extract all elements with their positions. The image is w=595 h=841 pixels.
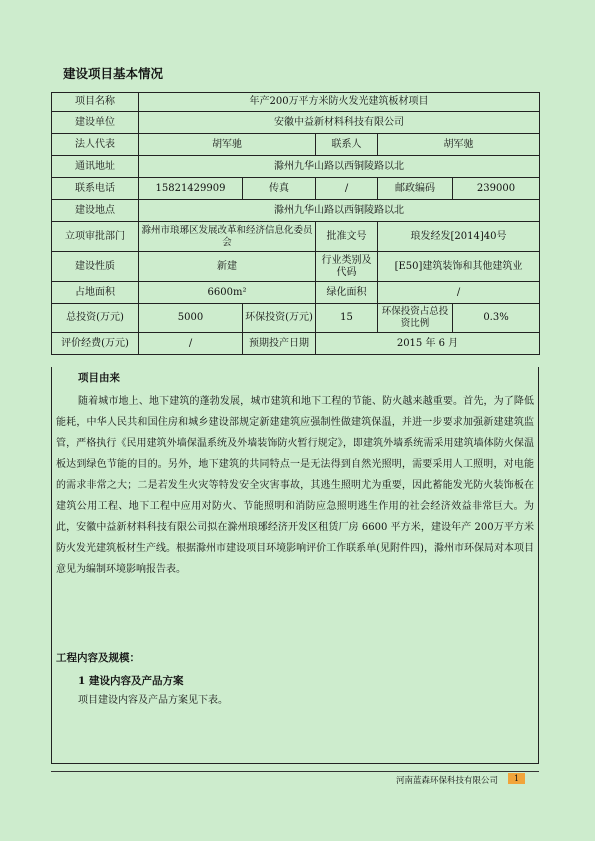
origin-paragraph: 随着城市地上、地下建筑的蓬勃发展，城市建筑和地下工程的节能、防火越来越重要。首先，为了降低能耗，中华人民共和国住房和城乡建设部规定新建建筑应强制性做建筑保温，并进一步要求加强新建建筑监管，严格执行《民用建筑外墙保温系统及外墙装饰防火暂行规定》，即建筑外墙系统需采用建筑墙体防火保温板达到绿色节能的目的。另外，地下建筑的共同特点一是无法得到自然光照明，需要采用人工照明，对电能的需求非常之大；二是若发生火灾等特发安全灾害事故，其逃生照明尤为重要，因此蓄能发光防火装饰板在建筑公用工程、地下工程中应用对防火、节能照明和消防应急照明逃生作用的社会经济效益非常巨大。为此，安徽中益新材料科技有限公司拟在滁州琅琊经济开发区租赁厂房 6600 平方米，建设年产 200万平方米防火发光建筑板材生产线。根据滁州市建设项目环境影响评价工作联系单(见附件四)，滁州市环保局对本项目意见为编制环境影响报告表。 [56,396,534,575]
row-builder [52,112,540,134]
section-paragraph: 项目建设内容及产品方案见下表。 [78,695,228,706]
row-project-name [52,93,540,112]
label-phone: 联系电话 [52,178,139,200]
value-fax: / [316,178,378,200]
footer-company: 河南蓝森环保科技有限公司 [396,776,499,786]
label-fax: 传真 [243,178,316,200]
label-nature: 建设性质 [52,252,139,282]
page-number: 1 [508,773,525,784]
label-industry: 行业类别及代码 [316,252,378,282]
value-nature: 新建 [139,252,316,282]
value-production-date: 2015 年 6 月 [316,333,540,355]
label-env-investment: 环保投资(万元) [243,304,316,333]
value-site: 滁州九华山路以西铜陵路以北 [139,200,540,222]
label-project-name: 项目名称 [52,93,139,112]
value-phone: 15821429909 [139,178,243,200]
label-address: 通讯地址 [52,156,139,178]
label-postcode: 邮政编码 [378,178,453,200]
label-contact: 联系人 [316,134,378,156]
value-green-area: / [378,282,540,304]
value-approval: 滁州市琅琊区发展改革和经济信息化委员会 [139,222,316,252]
label-investment: 总投资(万元) [52,304,139,333]
value-project-name: 年产200万平方米防火发光建筑板材项目 [139,93,540,112]
label-legal-rep: 法人代表 [52,134,139,156]
row-nature [52,252,540,282]
value-eval-fee: / [139,333,243,355]
project-info-table [51,92,540,355]
row-site [52,200,540,222]
label-env-ratio: 环保投资占总投资比例 [378,304,453,333]
scope-title: 工程内容及规模： [56,652,140,664]
value-env-ratio: 0.3% [453,304,540,333]
value-industry: [E50]建筑装饰和其他建筑业 [378,252,540,282]
value-doc-number: 琅发经发[2014]40号 [378,222,540,252]
value-postcode: 239000 [453,178,540,200]
value-contact: 胡军驰 [378,134,540,156]
label-site: 建设地点 [52,200,139,222]
label-eval-fee: 评价经费(万元) [52,333,139,355]
page-heading: 建设项目基本情况 [63,66,164,81]
value-investment: 5000 [139,304,243,333]
value-builder: 安徽中益新材料科技有限公司 [139,112,540,134]
value-env-investment: 15 [316,304,378,333]
row-address [52,156,540,178]
value-legal-rep: 胡军驰 [139,134,316,156]
footer-divider [51,771,539,772]
label-builder: 建设单位 [52,112,139,134]
label-production-date: 预期投产日期 [243,333,316,355]
label-green-area: 绿化面积 [316,282,378,304]
value-area: 6600m² [139,282,316,304]
project-description-box [51,367,539,764]
section-title: 1 建设内容及产品方案 [78,675,184,687]
label-approval: 立项审批部门 [52,222,139,252]
row-investment [52,304,540,333]
label-doc-number: 批准文号 [316,222,378,252]
row-eval [52,333,540,355]
row-area [52,282,540,304]
row-phone [52,178,540,200]
origin-title: 项目由来 [78,372,120,384]
row-legal-rep [52,134,540,156]
value-address: 滁州九华山路以西铜陵路以北 [139,156,540,178]
row-approval [52,222,540,252]
label-area: 占地面积 [52,282,139,304]
